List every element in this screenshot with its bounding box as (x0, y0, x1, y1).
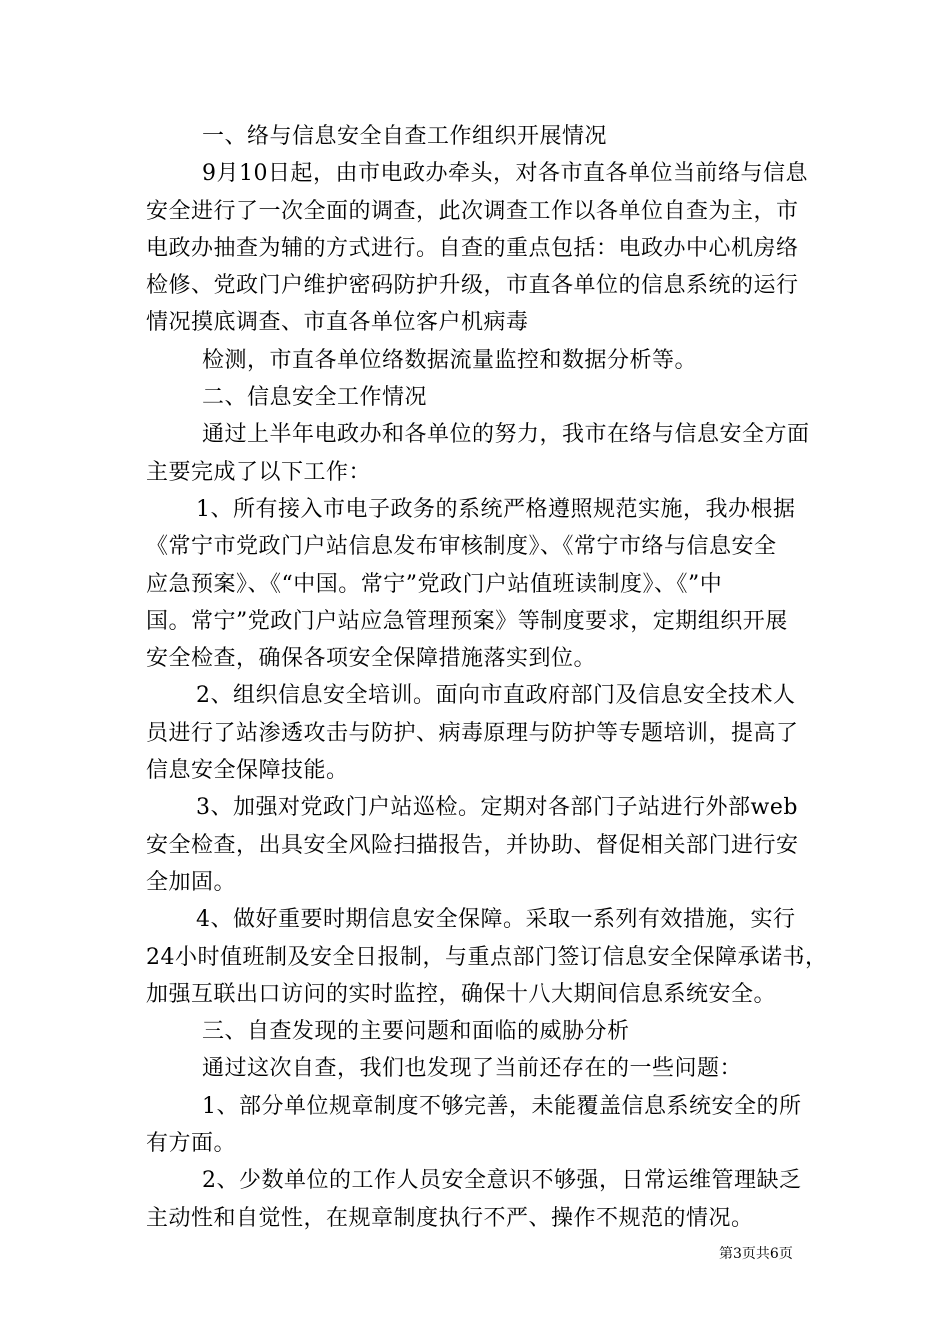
text-line: 9月10日起，由市电政办牵头，对各市直各单位当前络与信息 (202, 161, 808, 187)
text-line: 三、自查发现的主要问题和面临的威胁分析 (202, 1019, 630, 1045)
text-line: 情况摸底调查、市直各单位客户机病毒 (146, 310, 529, 336)
document-body (146, 118, 828, 1237)
text-line: 一、络与信息安全自查工作组织开展情况 (202, 124, 608, 149)
text-line: 全加固。 (146, 869, 237, 895)
text-line: 主要完成了以下工作： (146, 459, 372, 485)
text-line: 通过这次自查，我们也发现了当前还存在的一些问题： (202, 1056, 743, 1082)
text-line: 检测，市直各单位络数据流量监控和数据分析等。 (202, 347, 698, 373)
text-line: 有方面。 (146, 1131, 237, 1157)
text-line: 主动性和自觉性，在规章制度执行不严、操作不规范的情况。 (146, 1205, 754, 1231)
text-line: 《常宁市党政门户站信息发布审核制度》、《常宁市络与信息安全 (146, 534, 777, 560)
text-line: 员进行了站渗透攻击与防护、病毒原理与防护等专题培训，提高了 (146, 720, 799, 746)
text-line: 4、做好重要时期信息安全保障。采取一系列有效措施，实行 (196, 907, 796, 933)
text-line: 2、组织信息安全培训。面向市直政府部门及信息安全技术人 (196, 683, 796, 709)
text-line: 信息安全保障技能。 (146, 758, 349, 784)
text-line: 加强互联出口访问的实时监控，确保十八大期间信息系统安全。 (146, 981, 777, 1007)
text-line: 二、信息安全工作情况 (202, 385, 428, 411)
text-line: 通过上半年电政办和各单位的努力，我市在络与信息安全方面 (202, 422, 810, 448)
text-line: 安全进行了一次全面的调查，此次调查工作以各单位自查为主，市 (146, 198, 799, 224)
text-line: 24小时值班制及安全日报制，与重点部门签订信息安全保障承诺书， (146, 944, 828, 970)
text-line: 1、所有接入市电子政务的系统严格遵照规范实施，我办根据 (196, 496, 796, 522)
text-line: 安全检查，出具安全风险扫描报告，并协助、督促相关部门进行安 (146, 832, 799, 858)
text-line: 电政办抽查为辅的方式进行。自查的重点包括：电政办中心机房络 (146, 235, 799, 261)
text-line: 2、少数单位的工作人员安全意识不够强，日常运维管理缺乏 (202, 1168, 802, 1194)
text-line: 国。常宁”党政门户站应急管理预案》等制度要求，定期组织开展 (146, 608, 788, 634)
page-number-footer: 第3页共6页 (719, 1246, 793, 1262)
text-line: 安全检查，确保各项安全保障措施落实到位。 (146, 646, 597, 672)
text-line: 3、加强对党政门户站巡检。定期对各部门子站进行外部web (196, 795, 798, 821)
text-line: 检修、党政门户维护密码防护升级，市直各单位的信息系统的运行 (146, 273, 799, 299)
text-line: 应急预案》、《“中国。常宁”党政门户站值班读制度》、《”中 (146, 571, 723, 597)
text-line: 1、部分单位规章制度不够完善，未能覆盖信息系统安全的所 (202, 1093, 802, 1119)
